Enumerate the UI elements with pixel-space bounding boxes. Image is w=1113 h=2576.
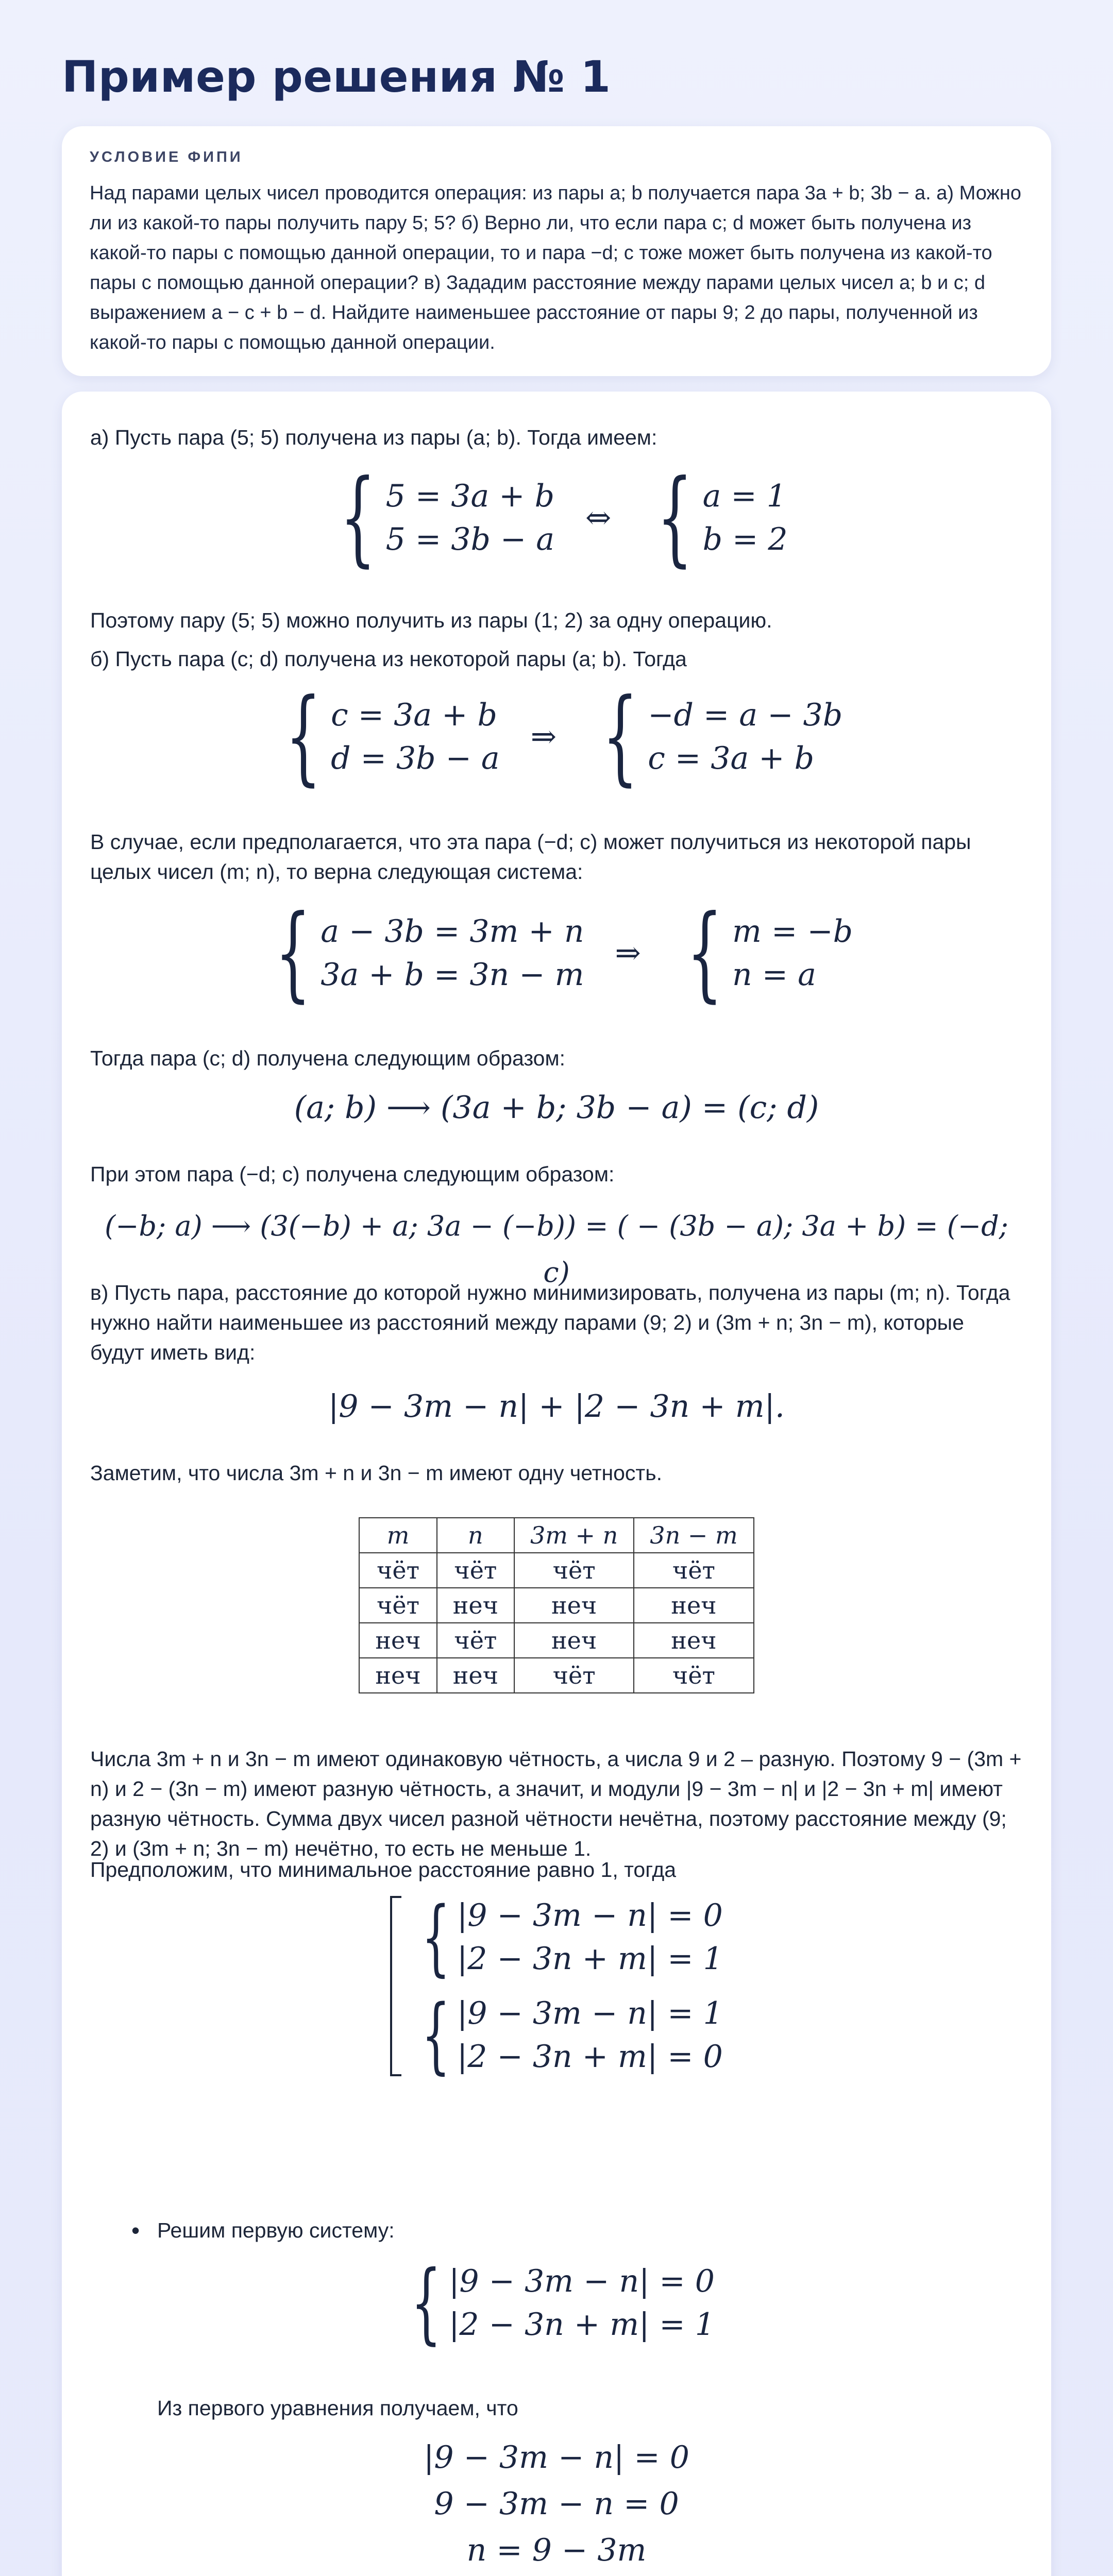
big-sys1-line1: |9 − 3m − n| = 0 xyxy=(457,1897,723,1934)
first-eq-3: n = 9 − 3m xyxy=(466,2532,647,2568)
table-cell: чёт xyxy=(437,1553,514,1588)
equivalence-sign: ⇔ xyxy=(585,500,612,536)
b-sys1-line1: c = 3a + b xyxy=(331,697,497,733)
table-header: n xyxy=(437,1518,514,1553)
part-a-result: Поэтому пару (5; 5) можно получить из пары (1; 2) за одну операцию. xyxy=(90,608,772,632)
part-b-then: Тогда пара (c; d) получена следующим образом: xyxy=(90,1046,566,1070)
part-b-systems: { c = 3a + b d = 3b − a ⇒ { −d = a − 3b c = 3a + b xyxy=(285,676,843,796)
part-c-eq: |9 − 3m − n| + |2 − 3n + m|. xyxy=(328,1388,785,1425)
part-b-eq2: (−b; a) ⟶ (3(−b) + a; 3a − (−b)) = ( − (3b − a); 3a + b) = (−d; c) xyxy=(105,1210,1008,1289)
part-b-assume: В случае, если предполагается, что эта пара (−d; c) может получиться из некоторой пары целых чисел (m; n), то верна следующая система: xyxy=(90,830,971,884)
b-sys2-line2: c = 3a + b xyxy=(648,740,815,776)
b-sys3-line1: a − 3b = 3m + n xyxy=(321,913,584,950)
table-row xyxy=(359,1658,753,1693)
table-cell: чёт xyxy=(359,1588,436,1623)
parity-table xyxy=(359,1517,754,1693)
part-c-suppose: Предположим, что минимальное расстояние равно 1, тогда xyxy=(90,1858,677,1882)
table-cell: чёт xyxy=(634,1553,753,1588)
first-eqs xyxy=(90,2434,1023,2573)
big-sys2-line1: |9 − 3m − n| = 1 xyxy=(457,1995,723,2031)
part-b-intro: б) Пусть пара (c; d) получена из некоторой пары (a; b). Тогда xyxy=(90,647,687,671)
solution-card xyxy=(62,392,1051,2576)
first-sys-line2: |2 − 3n + m| = 1 xyxy=(449,2307,715,2343)
table-cell: чёт xyxy=(634,1658,753,1693)
table-cell: неч xyxy=(514,1623,634,1658)
table-cell: чёт xyxy=(514,1553,634,1588)
table-row xyxy=(359,1623,753,1658)
table-cell: чёт xyxy=(437,1623,514,1658)
table-row xyxy=(359,1588,753,1623)
part-a-systems: { 5 = 3a + b 5 = 3b − a ⇔ { a = 1 b = 2 xyxy=(340,457,788,578)
condition-label: УСЛОВИЕ ФИПИ xyxy=(90,149,243,165)
b-sys1-line2: d = 3b − a xyxy=(331,740,500,776)
big-sys1-line2: |2 − 3n + m| = 1 xyxy=(457,1941,723,1977)
page-title: Пример решения № 1 xyxy=(62,52,611,102)
parity-table-wrap xyxy=(90,1517,1023,1693)
condition-card xyxy=(62,126,1051,376)
a-sys2-line1: a = 1 xyxy=(702,478,786,514)
part-b-then2: При этом пара (−d; c) получена следующим образом: xyxy=(90,1162,615,1186)
table-header-row xyxy=(359,1518,753,1553)
table-cell: неч xyxy=(437,1588,514,1623)
first-eq-2: 9 − 3m − n = 0 xyxy=(434,2486,679,2522)
table-cell: неч xyxy=(634,1588,753,1623)
implies-sign-2: ⇒ xyxy=(615,935,641,971)
table-cell: неч xyxy=(514,1588,634,1623)
a-sys2-line2: b = 2 xyxy=(702,521,788,557)
table-header: 3m + n xyxy=(514,1518,634,1553)
square-bracket xyxy=(390,1896,401,2076)
first-system: { |9 − 3m − n| = 0 |2 − 3n + m| = 1 xyxy=(411,2252,715,2354)
part-b-systems-2: { a − 3b = 3m + n 3a + b = 3n − m ⇒ { m = −b n = a xyxy=(275,893,853,1013)
b-sys4-line2: n = a xyxy=(732,957,816,993)
b-sys4-line1: m = −b xyxy=(732,913,853,950)
b-sys3-line2: 3a + b = 3n − m xyxy=(321,957,584,993)
implies-sign: ⇒ xyxy=(530,719,556,755)
a-sys1-line1: 5 = 3a + b xyxy=(385,478,555,514)
part-b-eq1: (a; b) ⟶ (3a + b; 3b − a) = (c; d) xyxy=(294,1090,819,1126)
part-c-parity: Числа 3m + n и 3n − m имеют одинаковую чётность, а числа 9 и 2 – разную. Поэтому 9 − (3m + n) и 2 − (3n − m) имеют разную чётность, а значит, и модули |9 − 3m − n| и |2 − 3n + m| имеют разную чётность. Сумма двух чисел разной чётности нечётна, поэтому расстояние между (9; 2) и (3m + n; 3n − m) нечётно, то есть не меньше 1. xyxy=(90,1747,1022,1860)
table-cell: неч xyxy=(359,1658,436,1693)
b-sys2-line1: −d = a − 3b xyxy=(648,697,843,733)
first-sys-line1: |9 − 3m − n| = 0 xyxy=(449,2263,715,2299)
table-cell: неч xyxy=(437,1658,514,1693)
table-header: 3n − m xyxy=(634,1518,753,1553)
table-header: m xyxy=(359,1518,436,1553)
table-cell: чёт xyxy=(514,1658,634,1693)
union-of-systems: { |9 − 3m − n| = 0 |2 − 3n + m| = 1 { |9 − 3m − n| = 1 |2 − 3n + m| = 0 xyxy=(90,1896,1023,2076)
first-from: Из первого уравнения получаем, что xyxy=(157,2396,518,2420)
part-a-intro: а) Пусть пара (5; 5) получена из пары (a; b). Тогда имеем: xyxy=(90,426,657,449)
part-c-note: Заметим, что числа 3m + n и 3n − m имеют одну четность. xyxy=(90,1461,662,1485)
first-eq-1: |9 − 3m − n| = 0 xyxy=(424,2439,689,2476)
first-system-title: • Решим первую систему: xyxy=(90,2215,1023,2245)
a-sys1-line2: 5 = 3b − a xyxy=(385,521,555,557)
table-cell: чёт xyxy=(359,1553,436,1588)
condition-text: Над парами целых чисел проводится операция: из пары a; b получается пара 3a + b; 3b − a. а) Можно ли из какой-то пары получить пару 5; 5? б) Верно ли, что если пара c; d может быть получена из какой-то пары с помощью данной операции, то и пара −d; c тоже может быть получена из какой-то пары с помощью данной операции? в) Зададим расстояние между парами целых чисел a; b и c; d выражением a − c + b − d. Найдите наименьшее расстояние от пары 9; 2 до пары, полученной из какой-то пары с помощью данной операции. xyxy=(90,182,1021,353)
part-c-intro: в) Пусть пара, расстояние до которой нужно минимизировать, получена из пары (m; n). Тогда нужно найти наименьшее из расстояний между парами (9; 2) и (3m + n; 3n − m), которые будут иметь вид: xyxy=(90,1281,1010,1364)
table-cell: неч xyxy=(359,1623,436,1658)
table-cell: неч xyxy=(634,1623,753,1658)
table-row xyxy=(359,1553,753,1588)
big-sys2-line2: |2 − 3n + m| = 0 xyxy=(457,2039,723,2075)
